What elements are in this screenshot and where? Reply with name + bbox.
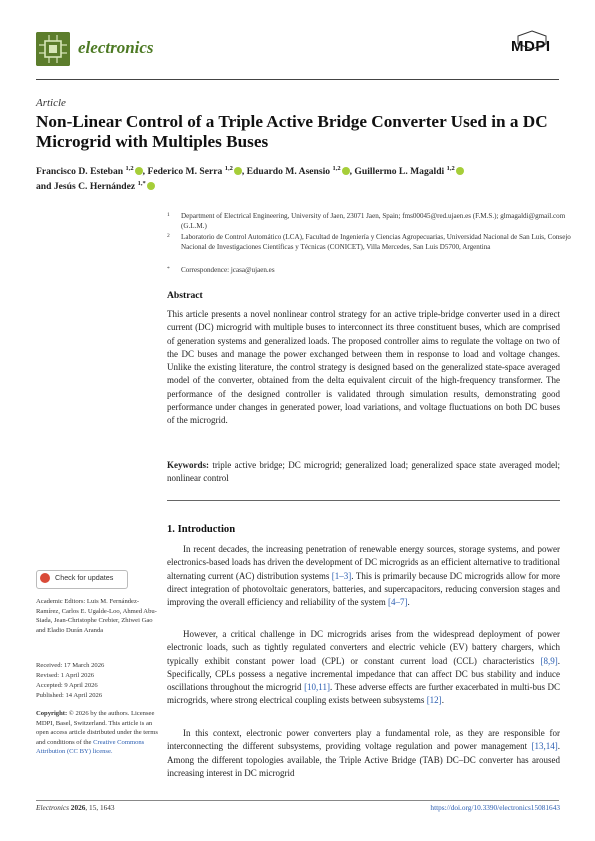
journal-logo xyxy=(36,32,70,66)
check-updates-label: Check for updates xyxy=(55,573,114,582)
license-link[interactable]: Creative Commons Attribution (CC BY) license. xyxy=(36,738,145,756)
copyright-notice: Copyright: © 2026 by the authors. Licensee MDPI, Basel, Switzerland. This article is an open access article distributed under the terms and conditions of the Creative Commons Attribution (CC BY) license. xyxy=(36,710,158,756)
author[interactable]: Francisco D. Esteban $^{1,2}$ xyxy=(36,166,143,177)
citation-link[interactable]: [1–3] xyxy=(331,570,352,581)
citation-link[interactable]: [13,14] xyxy=(531,741,558,752)
author-list xyxy=(36,164,566,194)
affiliation: 1 Department of Electrical Engineering, University of Jaen, 23071 Jaen, Spain; fms00045@red.ujaen.es (F.M.S.); glmagaldi@gmail.com (G.L.M.) xyxy=(167,212,566,230)
orcid-icon[interactable] xyxy=(342,167,350,175)
academic-editors: Academic Editors: Luis M. Fernández-Ramírez, Carlos E. Ugalde-Loo, Ahmed Abu-Siada, Jean-Christophe Crebier, Zhiwei Gao and Eladio Durán Aranda xyxy=(36,598,157,634)
received-date: Received: 17 March 2026 xyxy=(36,662,105,669)
citation-footer: Electronics 2026, 15, 1643 xyxy=(36,803,115,812)
publisher-logo: MDPI xyxy=(511,38,551,55)
abstract-heading: Abstract xyxy=(167,290,203,301)
citation-link[interactable]: [10,11] xyxy=(304,682,330,692)
citation-link[interactable]: [4–7] xyxy=(388,597,408,607)
abstract-text: This article presents a novel nonlinear control strategy for an active triple-bridge converter used in a direct current (DC) microgrid with multiple buses to interconnect its three constituent buses, which are comprised of generation systems and generalized loads. The proposed controller aims to regulate the voltage on two of the DC buses and manage the power exchanged between them in response to load and voltage changes. Unlike the existing literature, the control strategy is designed based on the generalized state-space averaged model of the converter, obtained from the delta equivalent circuit of the high-frequency transformer. The performance of the designed controller is validated through simulation results, demonstrating good performance under changes in generated power, load variations, and voltage fluctuations on both DC buses of the microgrid. xyxy=(167,309,560,425)
correspondence: * Correspondence: jcasa@ujaen.es xyxy=(167,266,275,274)
journal-name: electronics xyxy=(78,38,154,57)
author-line-2: and Jesús C. Hernández $^{1,*}$ xyxy=(36,179,566,194)
author[interactable]: Jesús C. Hernández $^{1,*}$ xyxy=(54,181,155,192)
article-type: Article xyxy=(36,97,66,109)
doi-link[interactable]: https://doi.org/10.3390/electronics15081643 xyxy=(430,803,560,812)
paragraph: In this context, electronic power converters play a fundamental role, as they are responsible for interconnecting the different subsystems, providing voltage regulation and power management [13,14]. Among the different topologies available, the Triple Active Bridge (TAB) DC–DC converter has aroused increasing interest in DC microgrid xyxy=(167,728,560,778)
paragraph: In recent decades, the increasing penetration of renewable energy sources, storage systems, and power electronics-based loads has driven the development of DC microgrids as an efficient alternative to traditional alternating current (AC) distribution systems [1–3]. This is primarily because DC microgrids allow for more direct integration of photovoltaic generators, batteries, and supercapacitors, reducing conversion stages and improving the overall efficiency and reliability of the system [4–7]. xyxy=(167,544,561,607)
header-divider xyxy=(36,79,559,80)
affiliation: 2 Laboratorio de Control Automático (LCA), Facultad de Ingeniería y Ciencias Agropecuarias, Universidad Nacional de San Luis, Consejo Nacional de Investigaciones Científicas y Técnicas (CONICET), Villa Mercedes, San Luis D5700, Argentina xyxy=(167,233,571,251)
accepted-date: Accepted: 9 April 2026 xyxy=(36,682,98,689)
author-line-1: Francisco D. Esteban $^{1,2}$ , Federico M. Serra $^{1,2}$ , Eduardo M. Asensio $^{1,2}$ , Guillermo L. Magaldi $^{1,2}$ xyxy=(36,164,566,179)
keywords-list: triple active bridge; DC microgrid; generalized load; generalized space state averaged model; nonlinear control xyxy=(167,460,561,484)
footer-divider xyxy=(36,800,559,801)
keywords-label: Keywords: xyxy=(167,460,209,470)
paragraph: However, a critical challenge in DC microgrids arises from the widespread deployment of power electronic loads, such as tightly regulated converters and electric vehicle (EV) battery chargers, which typically exhibit constant power load (CPL) or constant current load (CCL) characteristics [8,9]. Specifically, CPLs possess a negative incremental impedance that can affect DC bus stability and induce oscillations throughout the microgrid [10,11]. These adverse effects are further exacerbated in multi-bus DC microgrids, where strong electrical coupling exists between subsystems [12]. xyxy=(167,629,560,706)
citation-link[interactable]: [12] xyxy=(426,695,442,706)
check-updates-icon xyxy=(40,573,50,583)
author[interactable]: Federico M. Serra $^{1,2}$ xyxy=(147,166,241,177)
orcid-icon[interactable] xyxy=(135,167,143,175)
revised-date: Revised: 1 April 2026 xyxy=(36,672,95,679)
author[interactable]: Eduardo M. Asensio $^{1,2}$ xyxy=(247,166,350,177)
circuit-icon xyxy=(36,32,70,66)
citation-link[interactable]: [8,9] xyxy=(540,655,558,666)
section-divider xyxy=(167,500,560,501)
article-title: Non-Linear Control of a Triple Active Bridge Converter Used in a DC Microgrid with Multiples Buses xyxy=(36,112,548,151)
author[interactable]: Guillermo L. Magaldi $^{1,2}$ xyxy=(354,166,463,177)
orcid-icon[interactable] xyxy=(456,167,464,175)
orcid-icon[interactable] xyxy=(147,182,155,190)
keywords xyxy=(167,459,560,486)
orcid-icon[interactable] xyxy=(234,167,242,175)
section-heading: 1. Introduction xyxy=(167,524,236,535)
published-date: Published: 14 April 2026 xyxy=(36,692,103,699)
